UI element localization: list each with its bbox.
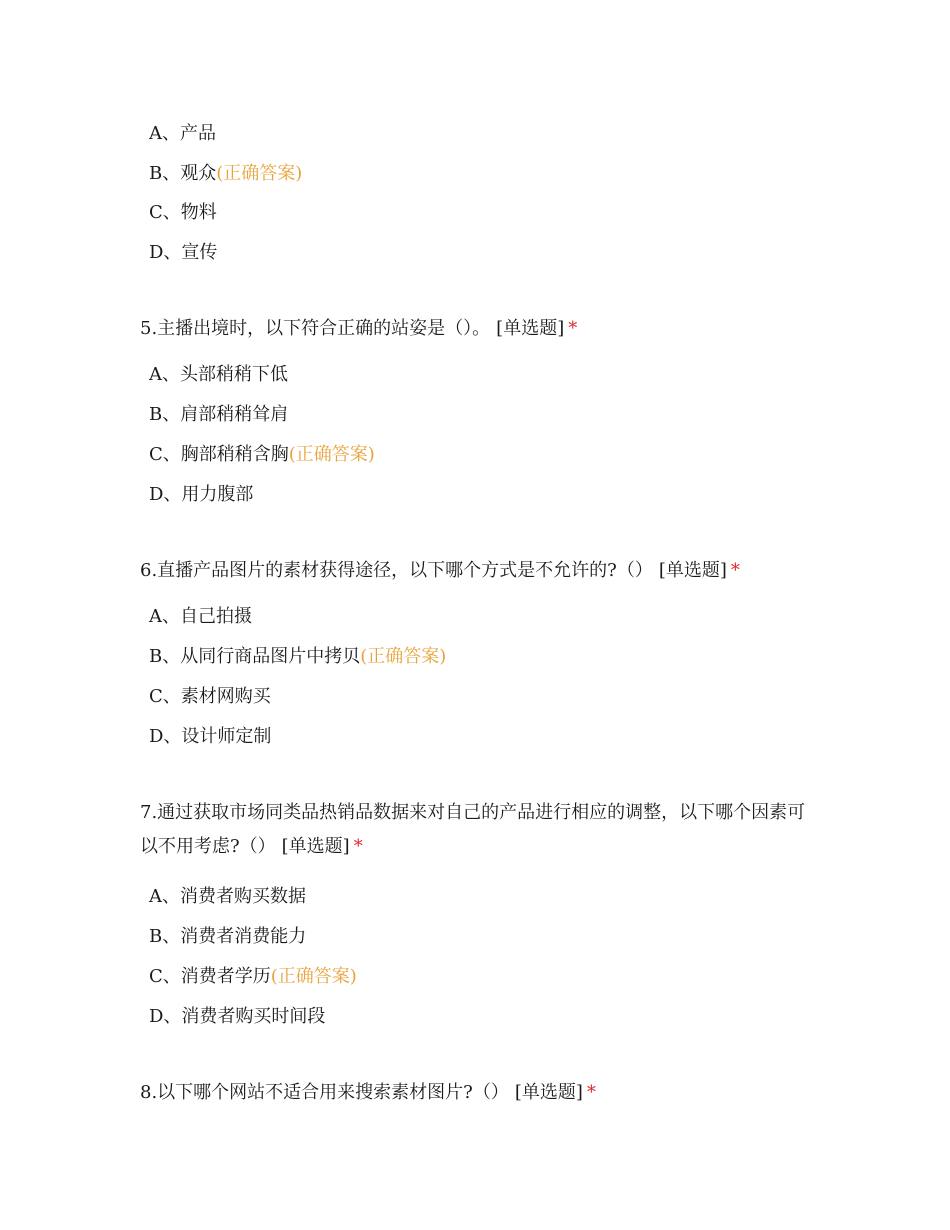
q4-option-c [149, 201, 217, 225]
correct-answer-tag: (正确答案) [270, 966, 357, 987]
option-text: D、消费者购买时间段 [149, 1006, 326, 1027]
option-text: C、素材网购买 [149, 686, 271, 707]
option-text: D、设计师定制 [149, 726, 272, 747]
option-text: B、消费者消费能力 [149, 926, 307, 947]
required-marker: * [730, 560, 740, 581]
option-text: B、肩部稍稍耸肩 [149, 404, 289, 425]
required-marker: * [568, 318, 578, 339]
correct-answer-tag: (正确答案) [288, 444, 375, 465]
option-text: A、头部稍稍下低 [149, 364, 288, 385]
q5-option-c [149, 443, 375, 467]
option-text: C、消费者学历 [149, 966, 271, 987]
question-text: 5.主播出境时，以下符合正确的站姿是（）。 [140, 318, 491, 339]
question-text: 8.以下哪个网站不适合用来搜索素材图片?（） [140, 1082, 509, 1103]
q5-option-a [149, 363, 288, 387]
question-type: [单选题] [514, 1082, 583, 1103]
q6-option-a [149, 605, 252, 629]
correct-answer-tag: (正确答案) [216, 163, 303, 184]
q4-option-a [149, 122, 216, 146]
option-text: C、物料 [149, 202, 217, 223]
question-5-title [140, 312, 820, 346]
q4-option-b [149, 162, 302, 186]
q5-option-b [149, 403, 288, 427]
q7-option-c [149, 965, 357, 989]
question-6-title [140, 554, 820, 588]
q6-option-b [149, 645, 446, 669]
question-7-title [140, 796, 820, 864]
correct-answer-tag: (正确答案) [360, 646, 447, 667]
option-text: B、从同行商品图片中拷贝 [149, 646, 361, 667]
question-8-title [140, 1076, 820, 1110]
question-text: 7.通过获取市场同类品热销品数据来对自己的产品进行相应的调整，以下哪个因素可以不用考虑?（） [140, 802, 806, 857]
option-text: D、宣传 [149, 242, 218, 263]
option-text: C、胸部稍稍含胸 [149, 444, 289, 465]
question-type: [单选题] [281, 836, 350, 857]
required-marker: * [353, 836, 363, 857]
question-type: [单选题] [496, 318, 565, 339]
option-text: A、自己拍摄 [149, 606, 252, 627]
q7-option-a [149, 885, 306, 909]
option-text: B、观众 [149, 163, 217, 184]
option-text: A、产品 [149, 123, 216, 144]
q6-option-c [149, 685, 271, 709]
q7-option-b [149, 925, 306, 949]
question-type: [单选题] [658, 560, 727, 581]
option-text: D、用力腹部 [149, 484, 254, 505]
q4-option-d [149, 241, 217, 265]
q7-option-d [149, 1005, 325, 1029]
q6-option-d [149, 725, 271, 749]
q5-option-d [149, 483, 253, 507]
question-text: 6.直播产品图片的素材获得途径，以下哪个方式是不允许的?（） [140, 560, 653, 581]
required-marker: * [586, 1082, 596, 1103]
option-text: A、消费者购买数据 [149, 886, 306, 907]
